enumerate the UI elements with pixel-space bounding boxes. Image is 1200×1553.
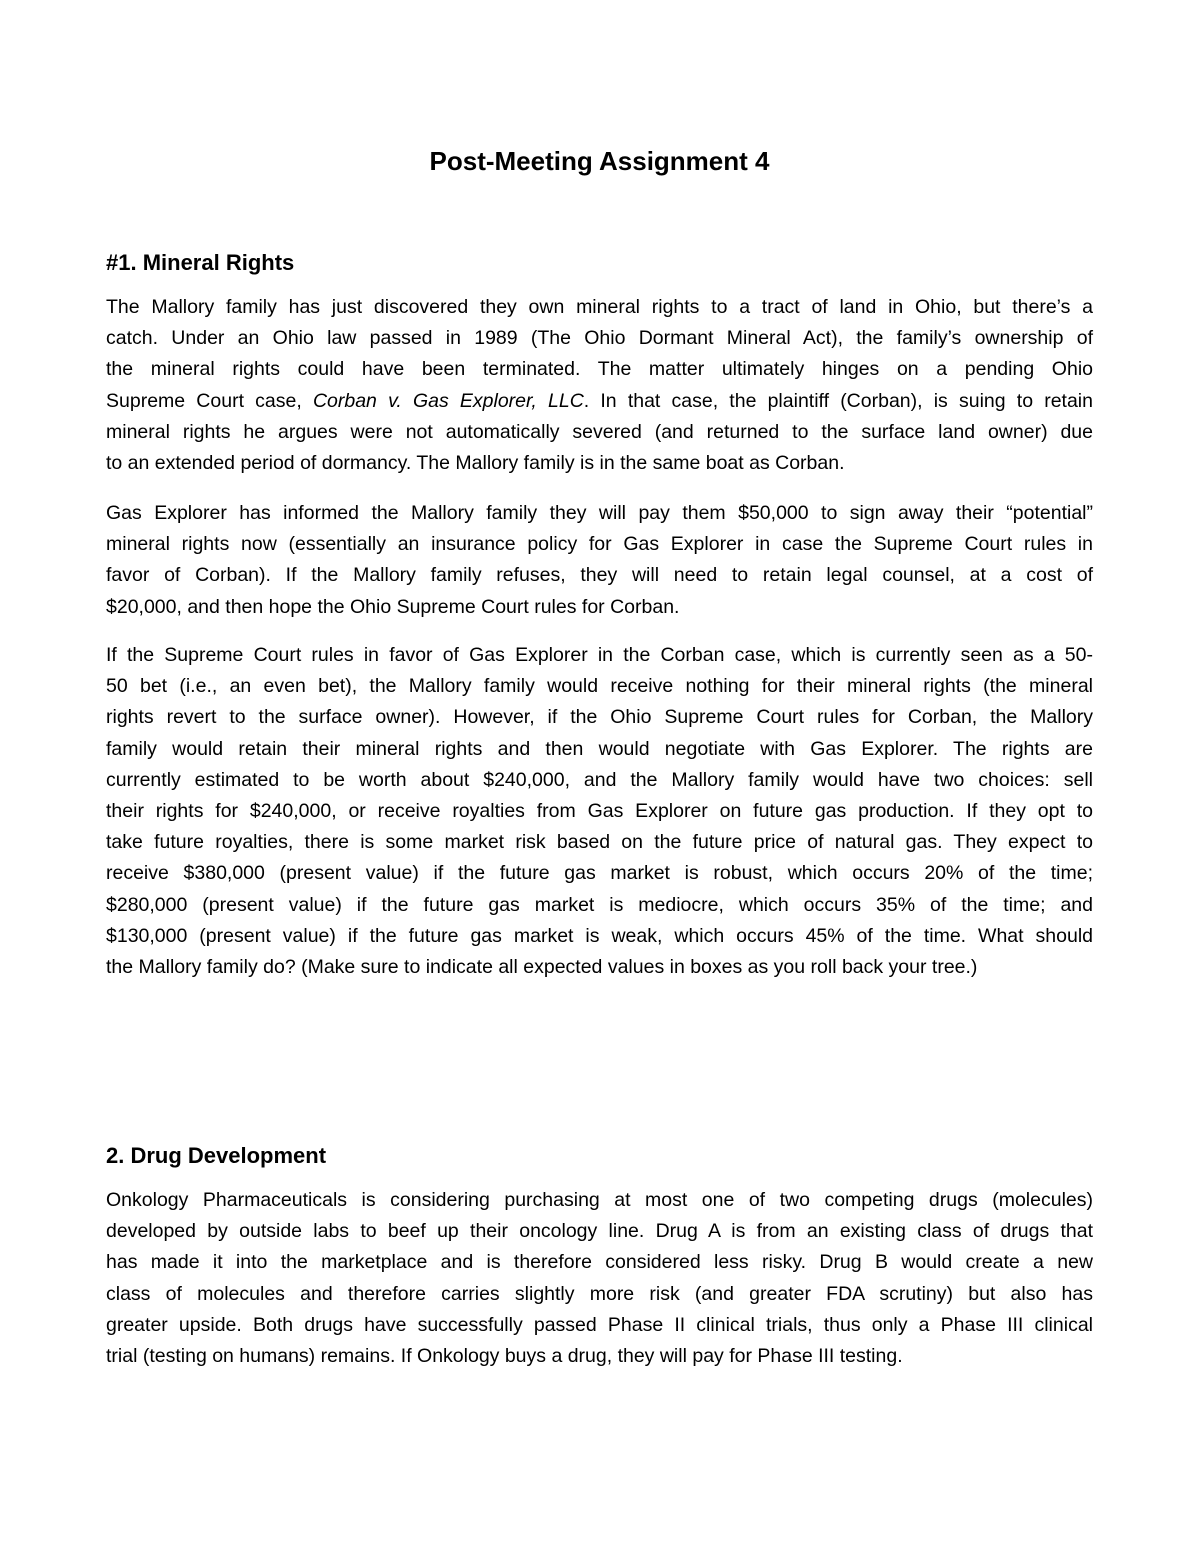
text-line: trial (testing on humans) remains. If Onkology buys a drug, they will pay for Phase III testing. (106, 1345, 903, 1368)
text-line: developed by outside labs to beef up their oncology line. Drug A is from an existing class of drugs that (106, 1220, 1093, 1243)
text-line: take future royalties, there is some market risk based on the future price of natural gas. They expect to (106, 831, 1093, 854)
text-line: Gas Explorer has informed the Mallory family they will pay them $50,000 to sign away their “potential” (106, 502, 1093, 524)
text-line: favor of Corban). If the Mallory family refuses, they will need to retain legal counsel, at a cost of (106, 564, 1093, 587)
text-line: the Mallory family do? (Make sure to indicate all expected values in boxes as you roll back your tree.) (106, 956, 978, 979)
text-line: class of molecules and therefore carries slightly more risk (and greater FDA scrutiny) but also has (106, 1282, 1093, 1305)
text-line: $20,000, and then hope the Ohio Supreme Court rules for Corban. (106, 595, 680, 618)
text-line: If the Supreme Court rules in favor of Gas Explorer in the Corban case, which is currently seen as a 50- (106, 644, 1093, 666)
text-line: rights revert to the surface owner). However, if the Ohio Supreme Court rules for Corban, the Mallory (106, 706, 1093, 729)
text-line-case (106, 386, 1093, 417)
text-line: $280,000 (present value) if the future gas market is mediocre, which occurs 35% of the time; and (106, 893, 1093, 916)
text-line: the mineral rights could have been terminated. The matter ultimately hinges on a pending Ohio (106, 358, 1093, 381)
text-line: The Mallory family has just discovered they own mineral rights to a tract of land in Ohio, but there’s a (106, 296, 1093, 318)
text-fragment: Supreme Court case, (106, 389, 313, 412)
text-line: currently estimated to be worth about $240,000, and the Mallory family would have two choices: sell (106, 768, 1093, 791)
text-line: catch. Under an Ohio law passed in 1989 (The Ohio Dormant Mineral Act), the family’s ownership of (106, 327, 1093, 350)
text-line: greater upside. Both drugs have successfully passed Phase II clinical trials, thus only a Phase III clinical (106, 1313, 1093, 1336)
paragraph-mineral-rights-intro (106, 292, 1093, 479)
section-heading-mineral-rights: #1. Mineral Rights (106, 250, 295, 275)
text-line: mineral rights now (essentially an insurance policy for Gas Explorer in case the Supreme Court rules in (106, 533, 1093, 556)
paragraph-supreme-court-scenarios (106, 640, 1093, 983)
case-name: Corban v. Gas Explorer, LLC (312, 389, 584, 412)
text-line: has made it into the marketplace and is therefore considered less risky. Drug B would create a new (106, 1251, 1093, 1274)
text-line: family would retain their mineral rights and then would negotiate with Gas Explorer. The rights are (106, 737, 1093, 760)
text-fragment: . In that case, the plaintiff (Corban), is suing to retain (583, 389, 1093, 412)
text-line: $130,000 (present value) if the future gas market is weak, which occurs 45% of the time. What should (106, 924, 1093, 947)
section-heading-drug-development: 2. Drug Development (106, 1143, 327, 1168)
paragraph-drug-development (106, 1185, 1093, 1372)
paragraph-gas-explorer-offer (106, 498, 1093, 623)
text-line: receive $380,000 (present value) if the future gas market is robust, which occurs 20% of the time; (106, 862, 1093, 885)
page-title: Post-Meeting Assignment 4 (429, 146, 770, 176)
text-line: Onkology Pharmaceuticals is considering purchasing at most one of two competing drugs (molecules) (106, 1189, 1093, 1211)
text-line: mineral rights he argues were not automatically severed (and returned to the surface land owner) due (106, 420, 1093, 443)
text-line: 50 bet (i.e., an even bet), the Mallory family would receive nothing for their mineral rights (the mineral (106, 675, 1093, 698)
text-line: their rights for $240,000, or receive royalties from Gas Explorer on future gas production. If they opt to (106, 800, 1093, 823)
text-line: to an extended period of dormancy. The Mallory family is in the same boat as Corban. (106, 452, 845, 475)
